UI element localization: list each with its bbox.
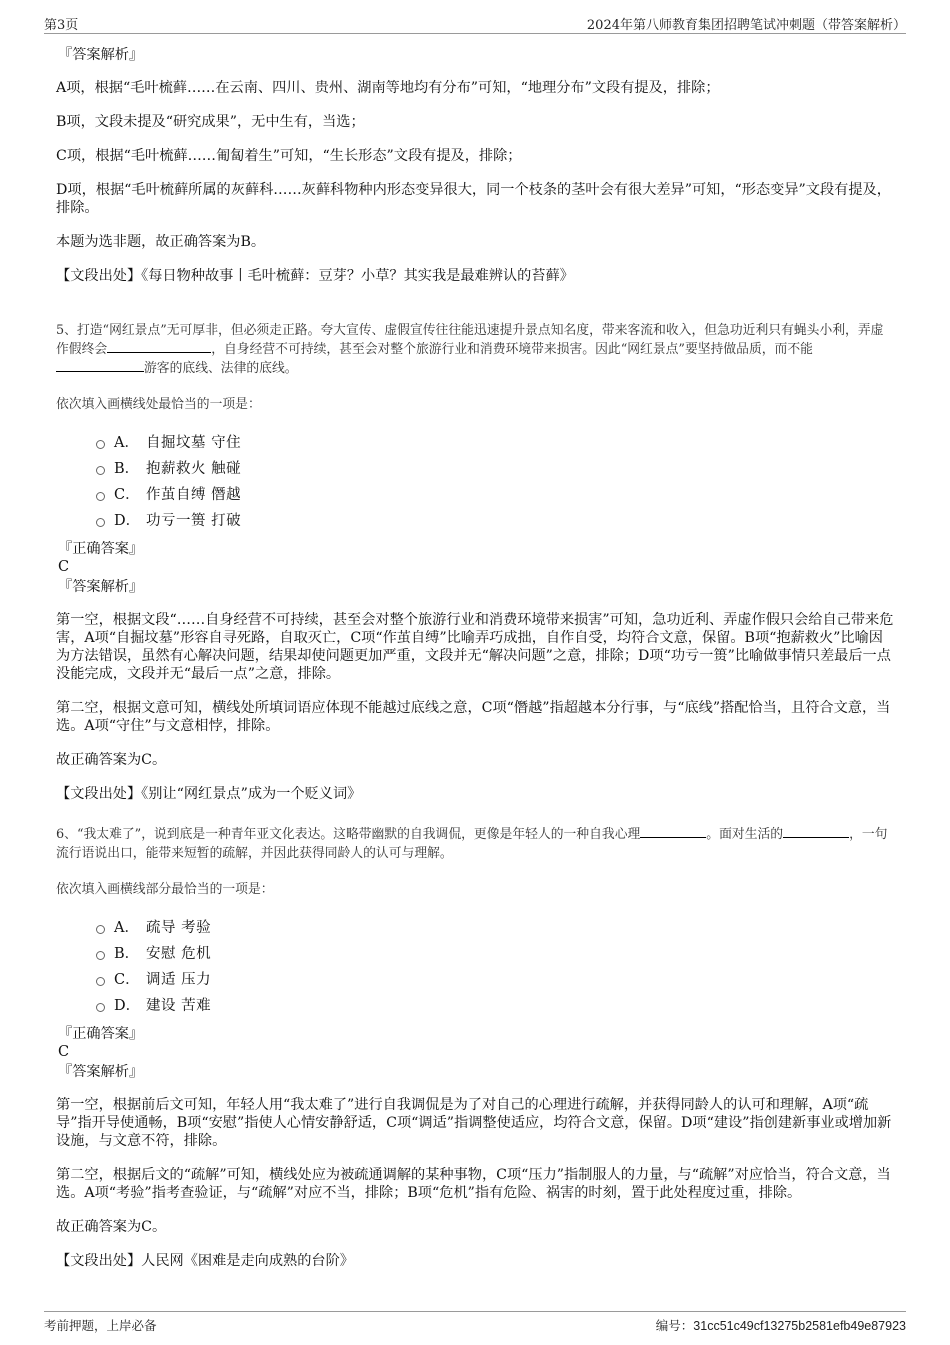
stem-text: ，一句流行语说出口，能带来短暂的疏解，并因此获得同龄人的认可与理解。 bbox=[56, 827, 888, 861]
correct-answer-label: 『正确答案』 bbox=[58, 541, 144, 557]
radio-button[interactable] bbox=[96, 925, 105, 934]
footer-slogan: 考前押题，上岸必备 bbox=[44, 1318, 157, 1333]
option-text: 功亏一篑 打破 bbox=[146, 512, 242, 529]
option-text: 安慰 危机 bbox=[146, 945, 212, 962]
document-id: 编号：31cc51c49cf13275b2581efb49e87923 bbox=[655, 1319, 906, 1333]
analysis-paragraph: 第一空，根据文段“……自身经营不可持续，甚至会对整个旅游行业和消费环境带来损害”可知，急功近利、弄虚作假只会给自己带来危害，A项“自掘坟墓”形容自寻死路，自取灭亡，C项“作茧自缚”比喻弄巧成拙，自作自受，均符合文意，保留。B项“抱薪救火”比喻因为方法错误，虽然有心解决问题，结果却使问题更加严重，文段并无“解决问题”之意，排除；D项“功亏一篑”比喻做事情只差最后一点没能完成，文段并无“最后一点”之意，排除。 bbox=[56, 612, 894, 682]
radio-button[interactable] bbox=[96, 1003, 105, 1012]
page-content bbox=[56, 46, 896, 1278]
stem-text: 。面对生活的 bbox=[706, 827, 784, 842]
option-list bbox=[96, 913, 896, 1017]
option-c[interactable] bbox=[96, 480, 896, 506]
question-4-analysis bbox=[56, 46, 896, 285]
fill-blank bbox=[640, 826, 706, 838]
correct-answer-label: 『正确答案』 bbox=[58, 1026, 144, 1042]
option-b[interactable] bbox=[96, 939, 896, 965]
analysis-conclusion: 本题为选非题，故正确答案为B。 bbox=[56, 234, 266, 250]
option-d[interactable] bbox=[96, 506, 896, 532]
question-prompt: 依次填入画横线部分最恰当的一项是： bbox=[56, 882, 274, 897]
fill-blank bbox=[783, 826, 849, 838]
source-citation: 【文段出处】《别让“网红景点”成为一个贬义词》 bbox=[56, 786, 362, 802]
radio-button[interactable] bbox=[96, 977, 105, 986]
option-a[interactable] bbox=[96, 428, 896, 454]
analysis-paragraph: D项，根据“毛叶梳藓所属的灰藓科……灰藓科物种内形态变异很大，同一个枝条的茎叶会有很大差异”可知，“形态变异”文段有提及，排除。 bbox=[56, 182, 891, 216]
analysis-conclusion: 故正确答案为C。 bbox=[56, 752, 167, 768]
analysis-label: 『答案解析』 bbox=[58, 47, 144, 63]
question-5 bbox=[56, 321, 896, 803]
analysis-label: 『答案解析』 bbox=[58, 1064, 144, 1080]
option-text: 建设 苦难 bbox=[146, 997, 212, 1014]
analysis-paragraph: C项，根据“毛叶梳藓……匍匐着生”可知，“生长形态”文段有提及，排除； bbox=[56, 148, 522, 164]
option-letter: A． bbox=[114, 434, 139, 451]
source-citation: 【文段出处】《每日物种故事丨毛叶梳藓：豆芽？小草？其实我是最难辨认的苔藓》 bbox=[56, 268, 574, 284]
analysis-paragraph: B项，文段未提及“研究成果”，无中生有，当选； bbox=[56, 114, 365, 130]
fill-blank bbox=[107, 341, 211, 353]
option-text: 疏导 考验 bbox=[146, 919, 212, 936]
radio-button[interactable] bbox=[96, 440, 105, 449]
question-6 bbox=[56, 825, 896, 1270]
source-citation: 【文段出处】人民网《困难是走向成熟的台阶》 bbox=[56, 1253, 354, 1269]
correct-answer: C bbox=[58, 559, 70, 575]
radio-button[interactable] bbox=[96, 492, 105, 501]
option-letter: B． bbox=[114, 460, 140, 477]
option-a[interactable] bbox=[96, 913, 896, 939]
option-text: 抱薪救火 触碰 bbox=[146, 460, 242, 477]
stem-text: 游客的底线、法律的底线。 bbox=[144, 361, 298, 376]
option-text: 作茧自缚 僭越 bbox=[146, 486, 242, 503]
option-c[interactable] bbox=[96, 965, 896, 991]
question-stem bbox=[56, 321, 896, 378]
stem-text: 6、“我太难了”，说到底是一种青年亚文化表达。这略带幽默的自我调侃，更像是年轻人的一种自我心理 bbox=[56, 827, 641, 842]
correct-answer: C bbox=[58, 1044, 70, 1060]
radio-button[interactable] bbox=[96, 518, 105, 527]
page-footer bbox=[44, 1311, 906, 1337]
fill-blank bbox=[56, 360, 144, 372]
option-text: 调适 压力 bbox=[146, 971, 212, 988]
analysis-label: 『答案解析』 bbox=[58, 579, 144, 595]
radio-button[interactable] bbox=[96, 466, 105, 475]
option-letter: C． bbox=[114, 486, 140, 503]
option-letter: B． bbox=[114, 945, 140, 962]
stem-text: ，自身经营不可持续，甚至会对整个旅游行业和消费环境带来损害。因此“网红景点”要坚持做品质，而不能 bbox=[211, 342, 813, 357]
question-prompt: 依次填入画横线处最恰当的一项是： bbox=[56, 397, 261, 412]
document-title: 2024年第八师教育集团招聘笔试冲刺题（带答案解析） bbox=[586, 18, 906, 33]
page-header bbox=[44, 12, 906, 34]
option-list bbox=[96, 428, 896, 532]
analysis-paragraph: A项，根据“毛叶梳藓……在云南、四川、贵州、湖南等地均有分布”可知，“地理分布”文段有提及，排除； bbox=[56, 80, 720, 96]
page-number: 第3页 bbox=[44, 18, 79, 33]
option-letter: C． bbox=[114, 971, 140, 988]
option-letter: A． bbox=[114, 919, 139, 936]
option-letter: D． bbox=[114, 997, 141, 1014]
question-stem bbox=[56, 825, 896, 863]
stem-text: 5、打造“网红景点”无可厚非，但必须走正路。夸大宣传、虚假宣传往往能迅速提升景点知名度，带来客流和收入，但急功近利只有蝇头小利，弄虚作假终会 bbox=[56, 323, 884, 357]
option-d[interactable] bbox=[96, 991, 896, 1017]
analysis-paragraph: 第一空，根据前后文可知，年轻人用“我太难了”进行自我调侃是为了对自己的心理进行疏解，并获得同龄人的认可和理解，A项“疏导”指开导使通畅，B项“安慰”指使人心情安静舒适，C项“调适”指调整使适应，均符合文意，保留。D项“建设”指创建新事业或增加新设施，与文意不符，排除。 bbox=[56, 1097, 892, 1149]
radio-button[interactable] bbox=[96, 951, 105, 960]
option-text: 自掘坟墓 守住 bbox=[146, 434, 242, 451]
option-b[interactable] bbox=[96, 454, 896, 480]
option-letter: D． bbox=[114, 512, 141, 529]
analysis-conclusion: 故正确答案为C。 bbox=[56, 1219, 167, 1235]
analysis-paragraph: 第二空，根据文意可知，横线处所填词语应体现不能越过底线之意，C项“僭越”指超越本分行事，与“底线”搭配恰当，且符合文意，当选。A项“守住”与文意相悖，排除。 bbox=[56, 700, 891, 734]
analysis-paragraph: 第二空，根据后文的“疏解”可知，横线处应为被疏通调解的某种事物，C项“压力”指制服人的力量，与“疏解”对应恰当，符合文意，当选。A项“考验”指考查验证，与“疏解”对应不当，排除；B项“危机”指有危险、祸害的时刻，置于此处程度过重，排除。 bbox=[56, 1167, 891, 1201]
